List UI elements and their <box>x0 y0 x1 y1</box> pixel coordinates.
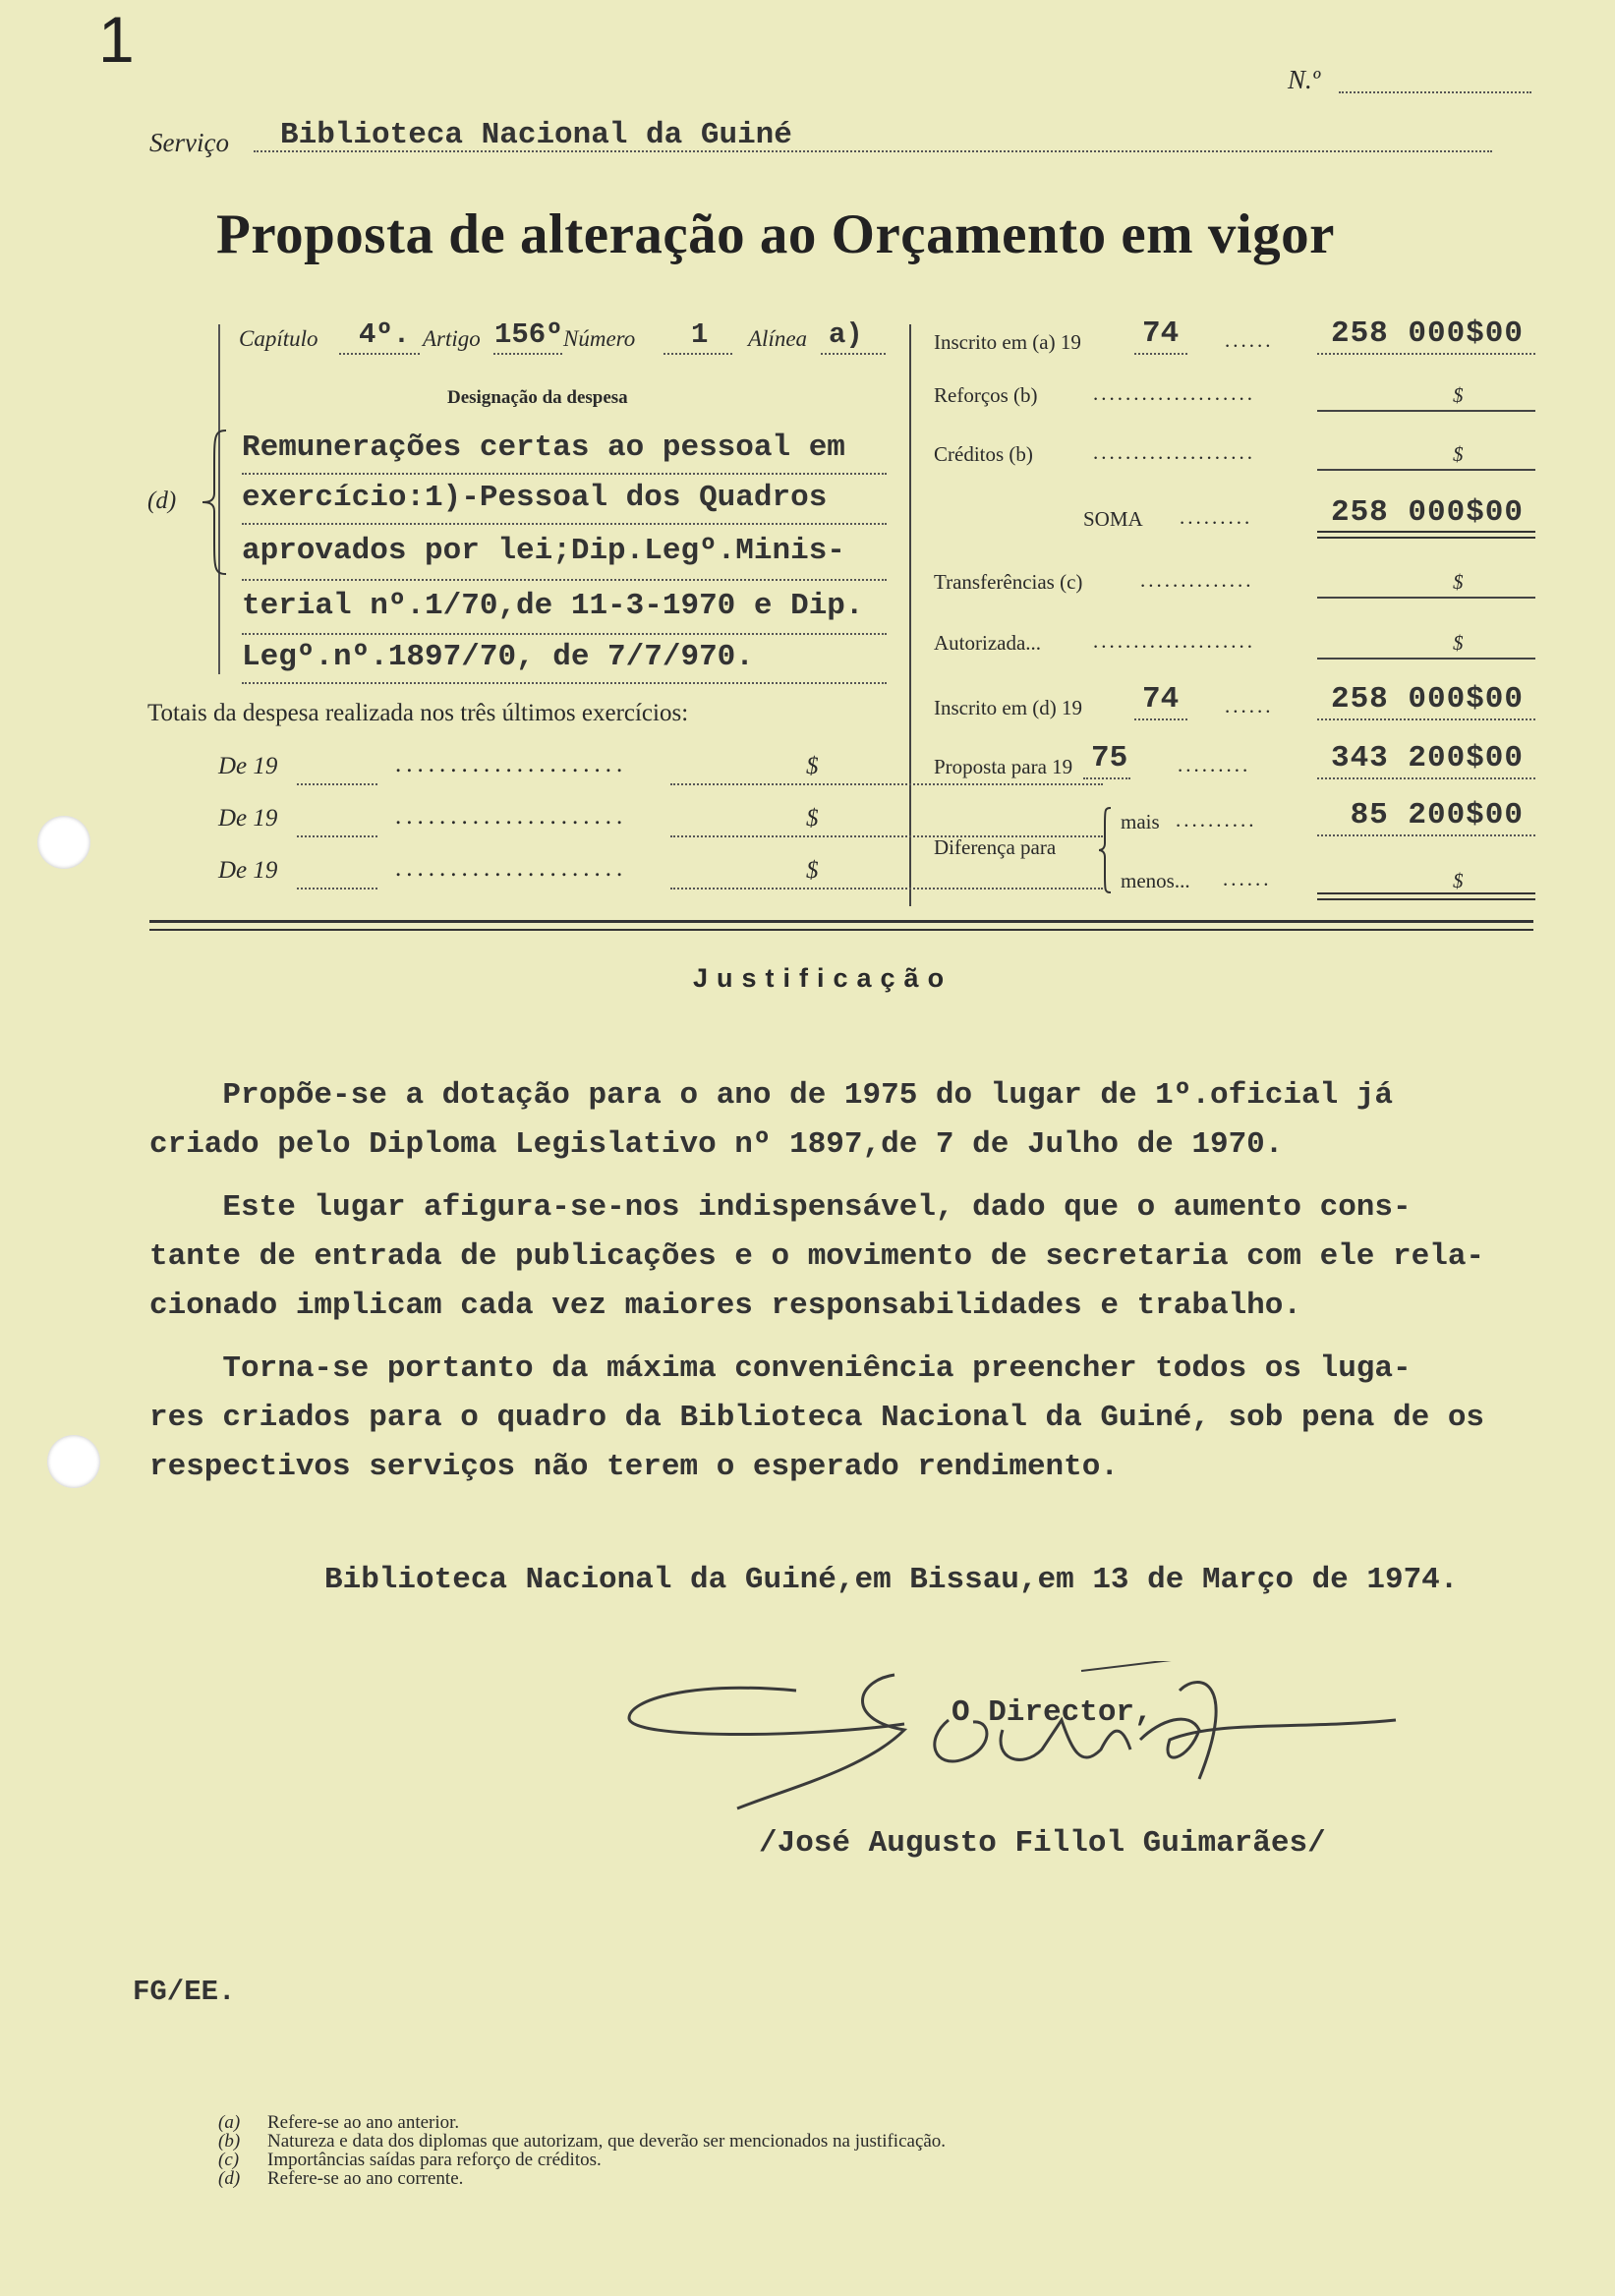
capitulo-label: Capítulo <box>239 326 318 351</box>
initials: FG/EE. <box>133 1976 236 2008</box>
soma-amount: 258 000$00 <box>1330 495 1524 530</box>
reforcos-amount-field[interactable] <box>1317 409 1535 412</box>
service-value: Biblioteca Nacional da Guiné <box>280 118 792 152</box>
mais-label: mais <box>1121 810 1160 833</box>
inscrito-d-year-field[interactable] <box>1134 718 1187 720</box>
row-leader: ......... <box>1180 505 1253 529</box>
totals-row-year-field[interactable] <box>297 887 377 890</box>
numero-value: 1 <box>691 318 709 351</box>
signature-scribble <box>609 1661 1415 1838</box>
inscrito-a-year-field[interactable] <box>1134 352 1187 355</box>
row-leader: ...... <box>1223 867 1272 890</box>
budget-row-reforcos <box>934 373 1543 423</box>
alinea-label: Alínea <box>748 326 808 351</box>
service-label: Serviço <box>149 128 229 157</box>
corner-mark: 1 <box>98 3 135 76</box>
footnote <box>218 2113 1398 2132</box>
footnote-mark: (b) <box>218 2131 241 2152</box>
signature-name: /José Augusto Fillol Guimarães/ <box>759 1826 1326 1861</box>
totals-row-leader: ..................... <box>395 803 628 830</box>
budget-row-autorizada <box>934 621 1543 670</box>
autorizada-amount-field[interactable] <box>1317 657 1535 660</box>
punch-hole-bottom <box>47 1435 100 1488</box>
totals-row-currency: $ <box>806 805 819 832</box>
row-leader: .................... <box>1093 629 1255 653</box>
budget-row-inscrito-d <box>934 678 1543 727</box>
numero-label: Número <box>563 326 636 351</box>
footnote-mark: (c) <box>218 2150 240 2170</box>
reforcos-currency: $ <box>1453 383 1464 407</box>
footnotes <box>218 2113 1398 2188</box>
inscrito-a-year: 74 <box>1142 316 1180 351</box>
menos-label: menos... <box>1121 869 1190 892</box>
justification-line: Torna-se portanto da máxima conveniência preencher todos os luga- <box>149 1351 1412 1386</box>
artigo-field-line[interactable] <box>493 352 562 355</box>
totals-row-label: De 19 <box>218 753 278 779</box>
designation-heading: Designação da despesa <box>447 387 628 408</box>
row-leader: ...... <box>1225 694 1274 718</box>
designation-brace <box>201 429 230 576</box>
alinea-value: a) <box>829 318 863 351</box>
justification-line: res criados para o quadro da Biblioteca Nacional da Guiné, sob pena de os <box>149 1401 1485 1435</box>
justification-line: tante de entrada de publicações e o movimento de secretaria com ele rela- <box>149 1239 1485 1274</box>
budget-column <box>934 315 1543 904</box>
designation-line: exercício:1)-Pessoal dos Quadros <box>242 475 887 525</box>
diferenca-label: Diferença para <box>934 835 1057 859</box>
artigo-value: 156º <box>494 318 563 351</box>
footnote-mark: (a) <box>218 2112 241 2133</box>
designation-line: Legº.nº.1897/70, de 7/7/970. <box>242 635 887 684</box>
inscrito-a-amount: 258 000$00 <box>1330 316 1524 351</box>
budget-row-transferencias <box>934 560 1543 609</box>
totals-rows <box>218 747 896 903</box>
inscrito-d-amount: 258 000$00 <box>1330 682 1524 717</box>
reforcos-label: Reforços (b) <box>934 383 1038 407</box>
menos-currency: $ <box>1453 869 1464 892</box>
proposta-amount-field[interactable] <box>1317 776 1535 779</box>
artigo-label: Artigo <box>423 326 481 351</box>
footnote-text: Importâncias saídas para reforço de créditos. <box>267 2150 602 2170</box>
budget-row-creditos <box>934 432 1543 482</box>
totals-row-label: De 19 <box>218 857 278 884</box>
justification-line: Propõe-se a dotação para o ano de 1975 do lugar de 1º.oficial já <box>149 1078 1394 1113</box>
form-title: Proposta de alteração ao Orçamento em vigor <box>216 203 1335 265</box>
footnote <box>218 2169 1398 2188</box>
totals-row-leader: ..................... <box>395 751 628 777</box>
signature-role: O Director, <box>952 1695 1153 1730</box>
soma-label: SOMA <box>1083 507 1143 531</box>
mais-amount-field[interactable] <box>1317 833 1535 836</box>
footnote-mark: (d) <box>218 2168 241 2189</box>
footnote-text: Refere-se ao ano corrente. <box>267 2168 464 2189</box>
budget-row-soma <box>934 491 1543 546</box>
totals-row-year-field[interactable] <box>297 782 377 785</box>
totals-row-label: De 19 <box>218 805 278 832</box>
footnote-text: Natureza e data dos diplomas que autorizam, que deverão ser mencionados na justificação. <box>267 2131 947 2152</box>
row-leader: ...... <box>1225 328 1274 352</box>
footnote <box>218 2132 1398 2151</box>
autorizada-label: Autorizada... <box>934 631 1042 655</box>
row-leader: .................... <box>1093 381 1255 405</box>
proposta-amount: 343 200$00 <box>1330 741 1524 775</box>
budget-row-inscrito-a <box>934 315 1543 364</box>
proposta-year: 75 <box>1091 741 1128 775</box>
justification-line: cionado implicam cada vez maiores responsabilidades e trabalho. <box>149 1289 1301 1323</box>
row-leader: ......... <box>1178 753 1251 776</box>
inscrito-a-label: Inscrito em (a) 19 <box>934 330 1081 354</box>
mais-amount: 85 200$00 <box>1350 798 1524 832</box>
transferencias-label: Transferências (c) <box>934 570 1083 594</box>
budget-row-proposta <box>934 737 1543 786</box>
budget-row-mais <box>1121 796 1543 845</box>
number-label: N.º <box>1288 65 1321 94</box>
totals-row <box>218 799 896 851</box>
row-leader: .......... <box>1176 808 1257 832</box>
alinea-field-line[interactable] <box>821 352 886 355</box>
autorizada-currency: $ <box>1453 631 1464 655</box>
capitulo-field-line[interactable] <box>339 352 420 355</box>
number-field[interactable] <box>1339 90 1531 93</box>
inscrito-d-amount-field[interactable] <box>1317 718 1535 720</box>
justification-line: criado pelo Diploma Legislativo nº 1897,de 7 de Julho de 1970. <box>149 1127 1284 1162</box>
footnote-text: Refere-se ao ano anterior. <box>267 2112 460 2133</box>
numero-field-line[interactable] <box>663 352 732 355</box>
proposta-year-field[interactable] <box>1083 776 1130 779</box>
service-field-line[interactable] <box>254 149 1492 152</box>
totals-row-currency: $ <box>806 753 819 779</box>
totals-heading: Totais da despesa realizada nos três últimos exercícios: <box>147 700 689 726</box>
justification-line: Este lugar afigura-se-nos indispensável, dado que o aumento cons- <box>149 1190 1412 1225</box>
totals-row-year-field[interactable] <box>297 834 377 837</box>
inscrito-d-label: Inscrito em (d) 19 <box>934 696 1083 719</box>
soma-double-rule <box>1317 531 1535 539</box>
designation-marker: (d) <box>147 488 177 514</box>
designation-lines <box>242 425 891 684</box>
proposta-label: Proposta para 19 <box>934 755 1073 778</box>
designation-line: aprovados por lei;Dip.Legº.Minis- <box>242 525 887 581</box>
budget-row-menos <box>1121 855 1543 904</box>
transferencias-currency: $ <box>1453 570 1464 594</box>
place-date: Biblioteca Nacional da Guiné,em Bissau,em 13 de Março de 1974. <box>324 1563 1459 1597</box>
punch-hole-top <box>37 816 90 869</box>
row-leader: .............. <box>1140 568 1254 592</box>
designation-line: terial nº.1/70,de 11-3-1970 e Dip. <box>242 581 887 635</box>
justification-line: respectivos serviços não terem o esperado rendimento. <box>149 1450 1119 1484</box>
totals-row-currency: $ <box>806 857 819 884</box>
justification-body <box>149 1071 1594 1492</box>
inscrito-a-amount-field[interactable] <box>1317 352 1535 355</box>
classification-row <box>239 318 888 358</box>
inscrito-d-year: 74 <box>1142 682 1180 717</box>
creditos-amount-field[interactable] <box>1317 468 1535 471</box>
section-separator <box>149 920 1533 931</box>
justification-heading: Justificação <box>693 963 953 993</box>
capitulo-value: 4º. <box>359 318 411 351</box>
transferencias-amount-field[interactable] <box>1317 596 1535 599</box>
creditos-label: Créditos (b) <box>934 442 1033 466</box>
totals-row <box>218 851 896 903</box>
diferenca-brace <box>1097 806 1113 894</box>
menos-double-rule[interactable] <box>1317 892 1535 900</box>
totals-row-leader: ..................... <box>395 855 628 882</box>
creditos-currency: $ <box>1453 442 1464 466</box>
designation-line: Remunerações certas ao pessoal em <box>242 425 887 475</box>
footnote <box>218 2151 1398 2169</box>
row-leader: .................... <box>1093 440 1255 464</box>
column-divider <box>909 324 911 906</box>
totals-row <box>218 747 896 799</box>
